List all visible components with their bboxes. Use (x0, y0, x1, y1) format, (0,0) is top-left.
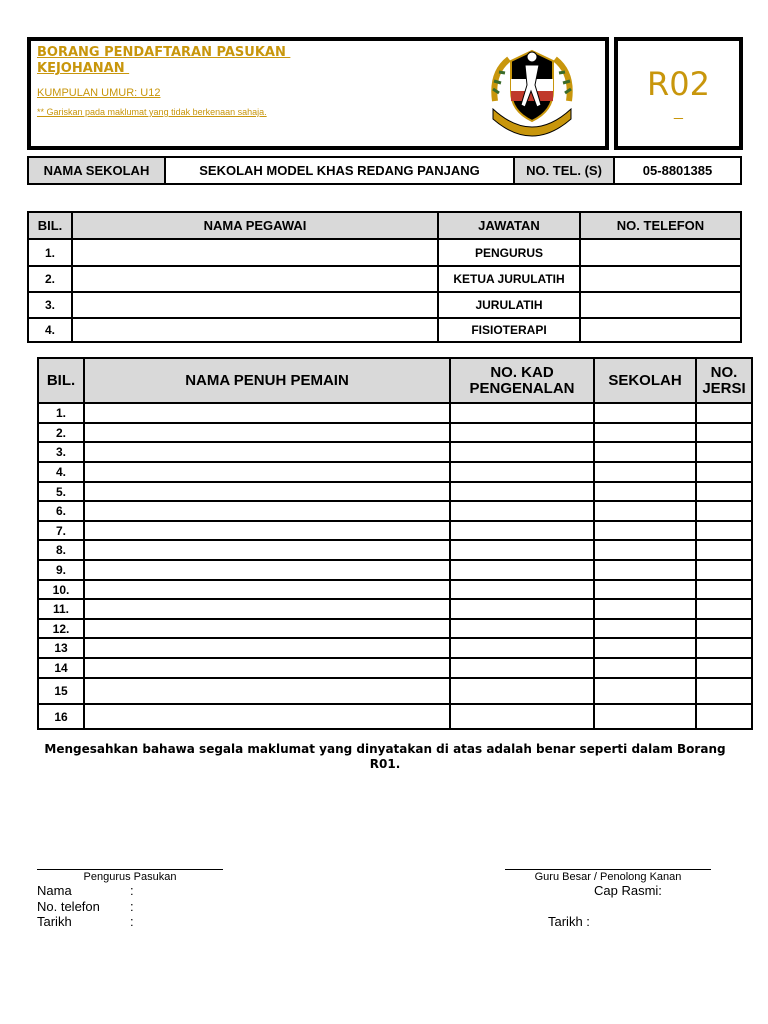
player-school-field[interactable] (594, 403, 696, 423)
manager-signature-title: Pengurus Pasukan (83, 871, 177, 883)
player-school-field[interactable] (594, 560, 696, 580)
player-ic-field[interactable] (450, 619, 594, 638)
school-info-table (27, 156, 742, 185)
player-jersey-field[interactable] (696, 501, 752, 521)
officials-name-field[interactable] (72, 318, 438, 342)
school-phone-label: NO. TEL. (S) (514, 157, 614, 184)
player-name-field[interactable] (84, 619, 450, 638)
officials-col-no: BIL. (28, 212, 72, 239)
officials-row-position: KETUA JURULATIH (438, 266, 580, 292)
player-ic-field[interactable] (450, 403, 594, 423)
player-row (38, 619, 752, 638)
player-row-no: 9. (38, 560, 84, 580)
player-name-field[interactable] (84, 482, 450, 501)
player-ic-field[interactable] (450, 599, 594, 619)
player-jersey-field[interactable] (696, 599, 752, 619)
player-row (38, 658, 752, 678)
player-ic-field[interactable] (450, 560, 594, 580)
officials-phone-field[interactable] (580, 318, 741, 342)
player-row (38, 678, 752, 704)
player-row-no: 13 (38, 638, 84, 658)
player-school-field[interactable] (594, 521, 696, 540)
player-row-no: 1. (38, 403, 84, 423)
field-phone-label: No. telefon (37, 899, 100, 914)
player-name-field[interactable] (84, 423, 450, 442)
officials-table (27, 211, 742, 343)
headmaster-signature-line[interactable] (505, 869, 711, 870)
officials-row-position: JURULATIH (438, 292, 580, 318)
player-row (38, 540, 752, 560)
player-row (38, 482, 752, 501)
player-row-no: 14 (38, 658, 84, 678)
player-jersey-field[interactable] (696, 658, 752, 678)
school-sports-emblem-logo (485, 43, 579, 143)
player-jersey-field[interactable] (696, 423, 752, 442)
player-name-field[interactable] (84, 501, 450, 521)
player-name-field[interactable] (84, 580, 450, 599)
player-jersey-field[interactable] (696, 580, 752, 599)
player-jersey-field[interactable] (696, 521, 752, 540)
form-title (37, 45, 337, 77)
player-jersey-field[interactable] (696, 540, 752, 560)
officials-phone-field[interactable] (580, 292, 741, 318)
headmaster-signature-title: Guru Besar / Penolong Kanan (534, 871, 682, 883)
field-phone-colon: : (130, 899, 134, 914)
player-school-field[interactable] (594, 501, 696, 521)
player-jersey-field[interactable] (696, 442, 752, 462)
players-col-jersey: NO. JERSI (696, 358, 752, 403)
player-row (38, 638, 752, 658)
form-code: R02 (647, 65, 710, 103)
player-row-no: 12. (38, 619, 84, 638)
officials-col-name: NAMA PEGAWAI (72, 212, 438, 239)
officials-row-position: FISIOTERAPI (438, 318, 580, 342)
player-name-field[interactable] (84, 658, 450, 678)
player-row (38, 442, 752, 462)
player-name-field[interactable] (84, 540, 450, 560)
player-ic-field[interactable] (450, 501, 594, 521)
officials-row-no: 4. (28, 318, 72, 342)
player-jersey-field[interactable] (696, 704, 752, 729)
player-row-no: 15 (38, 678, 84, 704)
player-row (38, 560, 752, 580)
players-col-name: NAMA PENUH PEMAIN (84, 358, 450, 403)
instruction-note: ** Gariskan pada maklumat yang tidak berkenaan sahaja. (37, 107, 267, 117)
player-row (38, 521, 752, 540)
player-school-field[interactable] (594, 678, 696, 704)
player-ic-field[interactable] (450, 442, 594, 462)
officials-row (28, 318, 741, 342)
player-school-field[interactable] (594, 619, 696, 638)
player-ic-field[interactable] (450, 462, 594, 482)
player-name-field[interactable] (84, 704, 450, 729)
player-jersey-field[interactable] (696, 560, 752, 580)
player-row-no: 11. (38, 599, 84, 619)
players-col-no: BIL. (38, 358, 84, 403)
officials-row (28, 266, 741, 292)
player-school-field[interactable] (594, 442, 696, 462)
headmaster-date-label: Tarikh : (548, 914, 590, 929)
player-school-field[interactable] (594, 482, 696, 501)
player-name-field[interactable] (84, 442, 450, 462)
player-name-field[interactable] (84, 560, 450, 580)
player-row-no: 3. (38, 442, 84, 462)
form-title-line1: BORANG PENDAFTARAN PASUKAN (37, 45, 291, 60)
player-row-no: 7. (38, 521, 84, 540)
form-title-line2: KEJOHANAN (37, 61, 130, 76)
player-jersey-field[interactable] (696, 678, 752, 704)
player-name-field[interactable] (84, 403, 450, 423)
player-ic-field[interactable] (450, 580, 594, 599)
officials-name-field[interactable] (72, 266, 438, 292)
player-school-field[interactable] (594, 462, 696, 482)
officials-name-field[interactable] (72, 292, 438, 318)
form-code-underline: _ (674, 103, 683, 120)
player-row (38, 599, 752, 619)
school-name-value: SEKOLAH MODEL KHAS REDANG PANJANG (165, 157, 514, 184)
player-school-field[interactable] (594, 638, 696, 658)
player-row (38, 580, 752, 599)
player-school-field[interactable] (594, 540, 696, 560)
player-jersey-field[interactable] (696, 638, 752, 658)
player-ic-field[interactable] (450, 521, 594, 540)
player-ic-field[interactable] (450, 423, 594, 442)
player-row-no: 10. (38, 580, 84, 599)
officials-col-phone: NO. TELEFON (580, 212, 741, 239)
player-name-field[interactable] (84, 521, 450, 540)
player-name-field[interactable] (84, 599, 450, 619)
player-row-no: 4. (38, 462, 84, 482)
player-jersey-field[interactable] (696, 403, 752, 423)
declaration-text: Mengesahkan bahawa segala maklumat yang dinyatakan di atas adalah benar seperti dalam Borang R01. (44, 742, 726, 771)
form-code-box (614, 37, 743, 150)
officials-phone-field[interactable] (580, 266, 741, 292)
players-col-school: SEKOLAH (594, 358, 696, 403)
officials-row-no: 3. (28, 292, 72, 318)
player-row (38, 704, 752, 729)
player-row (38, 462, 752, 482)
officials-row (28, 239, 741, 266)
player-row (38, 501, 752, 521)
player-name-field[interactable] (84, 462, 450, 482)
player-school-field[interactable] (594, 423, 696, 442)
field-date-colon: : (130, 914, 134, 929)
player-school-field[interactable] (594, 580, 696, 599)
player-ic-field[interactable] (450, 638, 594, 658)
player-name-field[interactable] (84, 638, 450, 658)
officials-row-no: 1. (28, 239, 72, 266)
player-jersey-field[interactable] (696, 462, 752, 482)
player-ic-field[interactable] (450, 678, 594, 704)
players-col-ic: NO. KAD PENGENALAN (450, 358, 594, 403)
player-row-no: 8. (38, 540, 84, 560)
officials-row-position: PENGURUS (438, 239, 580, 266)
officials-row (28, 292, 741, 318)
field-date-label: Tarikh (37, 914, 72, 929)
form-header-box (27, 37, 609, 150)
official-stamp-label: Cap Rasmi: (594, 883, 662, 898)
school-name-label: NAMA SEKOLAH (28, 157, 165, 184)
field-name-label: Nama (37, 883, 72, 898)
player-row-no: 5. (38, 482, 84, 501)
age-group: KUMPULAN UMUR: U12 (37, 87, 161, 99)
player-school-field[interactable] (594, 658, 696, 678)
officials-phone-field[interactable] (580, 239, 741, 266)
player-ic-field[interactable] (450, 540, 594, 560)
officials-row-no: 2. (28, 266, 72, 292)
player-row-no: 16 (38, 704, 84, 729)
player-name-field[interactable] (84, 678, 450, 704)
player-school-field[interactable] (594, 704, 696, 729)
field-name-colon: : (130, 883, 134, 898)
school-phone-value: 05-8801385 (614, 157, 741, 184)
player-jersey-field[interactable] (696, 482, 752, 501)
players-table (37, 357, 753, 730)
player-row-no: 6. (38, 501, 84, 521)
manager-signature-line[interactable] (37, 869, 223, 870)
player-row (38, 423, 752, 442)
player-ic-field[interactable] (450, 658, 594, 678)
player-row-no: 2. (38, 423, 84, 442)
officials-name-field[interactable] (72, 239, 438, 266)
player-ic-field[interactable] (450, 704, 594, 729)
player-row (38, 403, 752, 423)
officials-col-position: JAWATAN (438, 212, 580, 239)
player-school-field[interactable] (594, 599, 696, 619)
player-ic-field[interactable] (450, 482, 594, 501)
player-jersey-field[interactable] (696, 619, 752, 638)
